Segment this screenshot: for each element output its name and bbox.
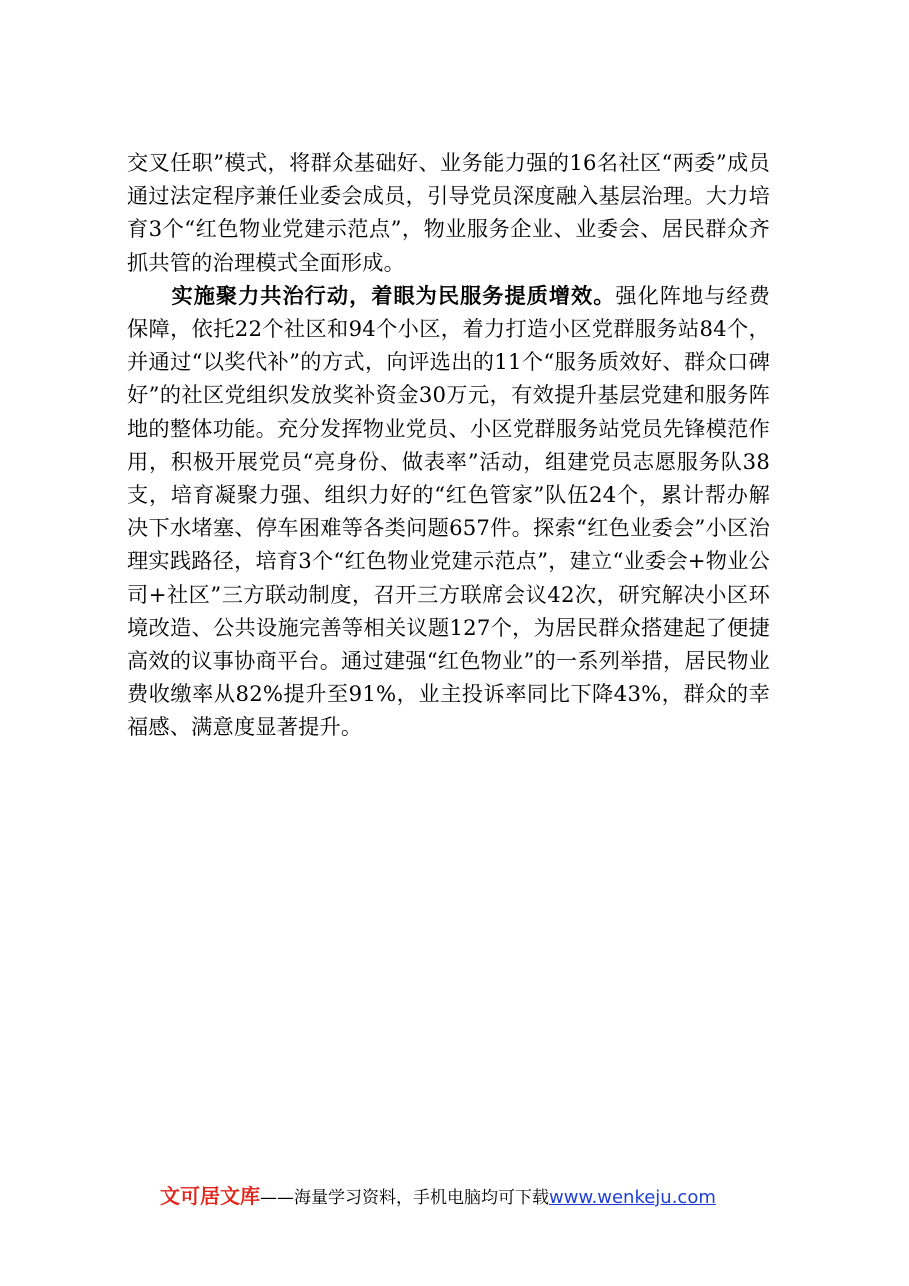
footer-site-link[interactable]: www.wenkeju.com (549, 1187, 716, 1208)
footer-brand: 文可居文库 (160, 1184, 260, 1208)
footer-slogan: ——海量学习资料，手机电脑均可下载 (260, 1188, 549, 1208)
document-body (127, 146, 770, 744)
paragraph-lead-heading: 实施聚力共治行动，着眼为民服务提质增效。 (171, 282, 616, 308)
footer-banner (160, 1183, 780, 1211)
paragraph-text: 交叉任职”模式，将群众基础好、业务能力强的16名社区“两委”成员通过法定程序兼任业委会成员，引导党员深度融入基层治理。大力培育3个“红色物业党建示范点”，物业服务企业、业委会、居民群众齐抓共管的治理模式全面形成。 (127, 150, 770, 275)
paragraph-text: 强化阵地与经费保障，依托22个社区和94个小区，着力打造小区党群服务站84个，并通过“以奖代补”的方式，向评选出的11个“服务质效好、群众口碑好”的社区党组织发放奖补资金30万元，有效提升基层党建和服务阵地的整体功能。充分发挥物业党员、小区党群服务站党员先锋模范作用，积极开展党员“亮身份、做表率”活动，组建党员志愿服务队38支，培育凝聚力强、组织力好的“红色管家”队伍24个，累计帮办解决下水堵塞、停车困难等各类问题657件。探索“红色业委会”小区治理实践路径，培育3个“红色物业党建示范点”，建立“业委会+物业公司+社区”三方联动制度，召开三方联席会议42次，研究解决小区环境改造、公共设施完善等相关议题127个，为居民群众搭建起了便捷高效的议事协商平台。通过建强“红色物业”的一系列举措，居民物业费收缴率从82%提升至91%，业主投诉率同比下降43%，群众的幸福感、满意度显著提升。 (127, 282, 770, 740)
paragraph-co-governance (127, 279, 770, 744)
paragraph-continued (127, 146, 770, 279)
